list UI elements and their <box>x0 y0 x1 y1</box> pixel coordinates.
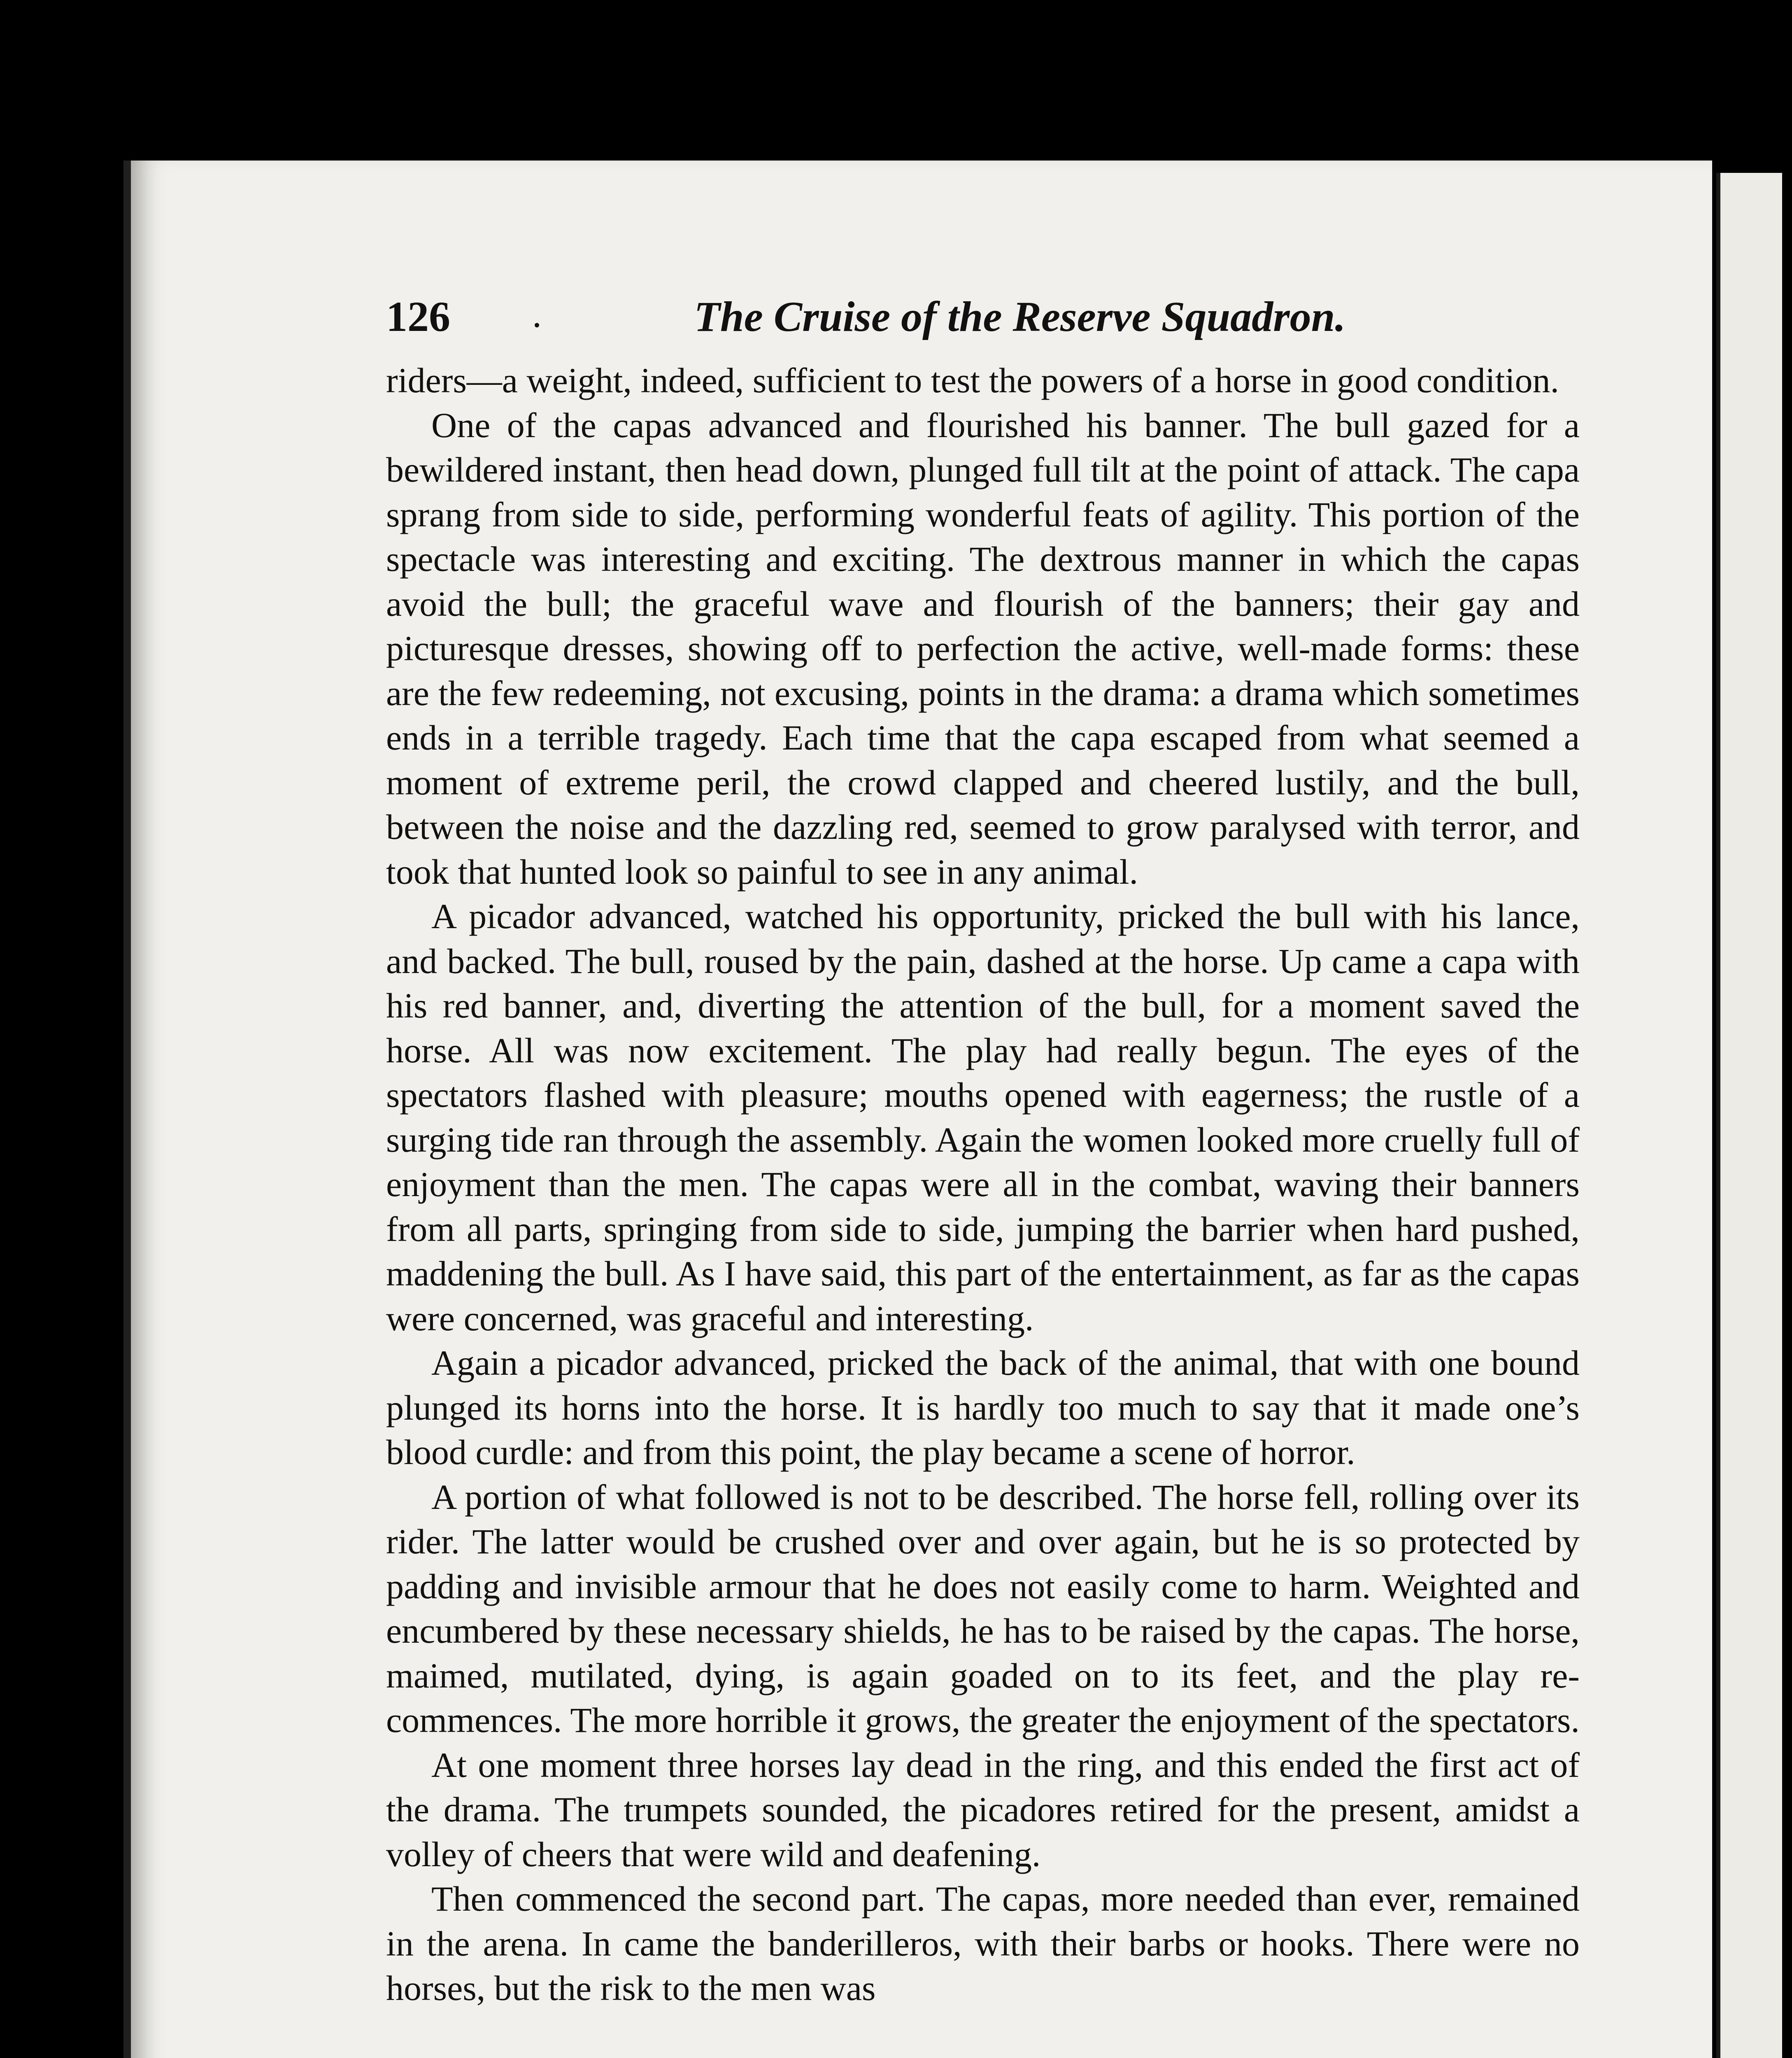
header-separator: . <box>532 293 542 335</box>
page-content <box>386 292 1580 2011</box>
book-page <box>123 161 1712 2058</box>
body-text <box>386 358 1580 2011</box>
paragraph-6: At one moment three horses lay dead in the ring, and this ended the first act of the drama. The trumpets sounded, the picadores retired for the present, amidst a volley of cheers that were wild and deafening. <box>386 1745 1580 1874</box>
facing-page-edge <box>1716 173 1782 2058</box>
paragraph-3: A picador advanced, watched his opportunity, pricked the bull with his lance, and backed. The bull, roused by the pain, dashed at the horse. Up came a capa with his red banner, and, diverting the attention of the bull, for a moment saved the horse. All was now excitement. The play had really begun. The eyes of the spectators flashed with pleasure; mouths opened with eagerness; the rustle of a surging tide ran through the assembly. Again the women looked more cruelly full of enjoyment than the men. The capas were all in the combat, waving their banners from all parts, springing from side to side, jumping the barrier when hard pushed, maddening the bull. As I have said, this part of the entertainment, as far as the capas were concerned, was graceful and interesting. <box>386 896 1580 1338</box>
page-number: 126 <box>386 293 450 340</box>
paragraph-5: A portion of what followed is not to be described. The horse fell, rolling over its rider. The latter would be crushed over and over again, but he is so protected by padding and invisible armour that he does not easily come to harm. Weighted and encumbered by these necessary shields, he has to be raised by the capas. The horse, maimed, mutilated, dying, is again goaded on to its feet, and the play re-commences. The more horrible it grows, the greater the enjoyment of the spectators. <box>386 1477 1580 1740</box>
paragraph-7: Then commenced the second part. The capas, more needed than ever, remained in the arena. In came the banderilleros, with their barbs or hooks. There were no horses, but the risk to the men was <box>386 1879 1580 2008</box>
book-title: The Cruise of the Reserve Squadron. <box>694 293 1346 340</box>
running-header <box>386 292 1580 358</box>
paragraph-4: Again a picador advanced, pricked the back of the animal, that with one bound plunged its horns into the horse. It is hardly too much to say that it made one’s blood curdle: and from this point, the play became a scene of horror. <box>386 1343 1580 1472</box>
paragraph-2: One of the capas advanced and flourished his banner. The bull gazed for a bewildered instant, then head down, plunged full tilt at the point of attack. The capa sprang from side to side, performing wonderful feats of agility. This portion of the spectacle was interesting and exciting. The dextrous manner in which the capas avoid the bull; the graceful wave and flourish of the banners; their gay and picturesque dresses, showing off to perfection the active, well-made forms: these are the few redeeming, not excusing, points in the drama: a drama which sometimes ends in a terrible tragedy. Each time that the capa escaped from what seemed a moment of extreme peril, the crowd clapped and cheered lustily, and the bull, between the noise and the dazzling red, seemed to grow paralysed with terror, and took that hunted look so painful to see in any animal. <box>386 405 1580 892</box>
paragraph-1: riders—a weight, indeed, sufficient to test the powers of a horse in good condition. <box>386 361 1559 400</box>
